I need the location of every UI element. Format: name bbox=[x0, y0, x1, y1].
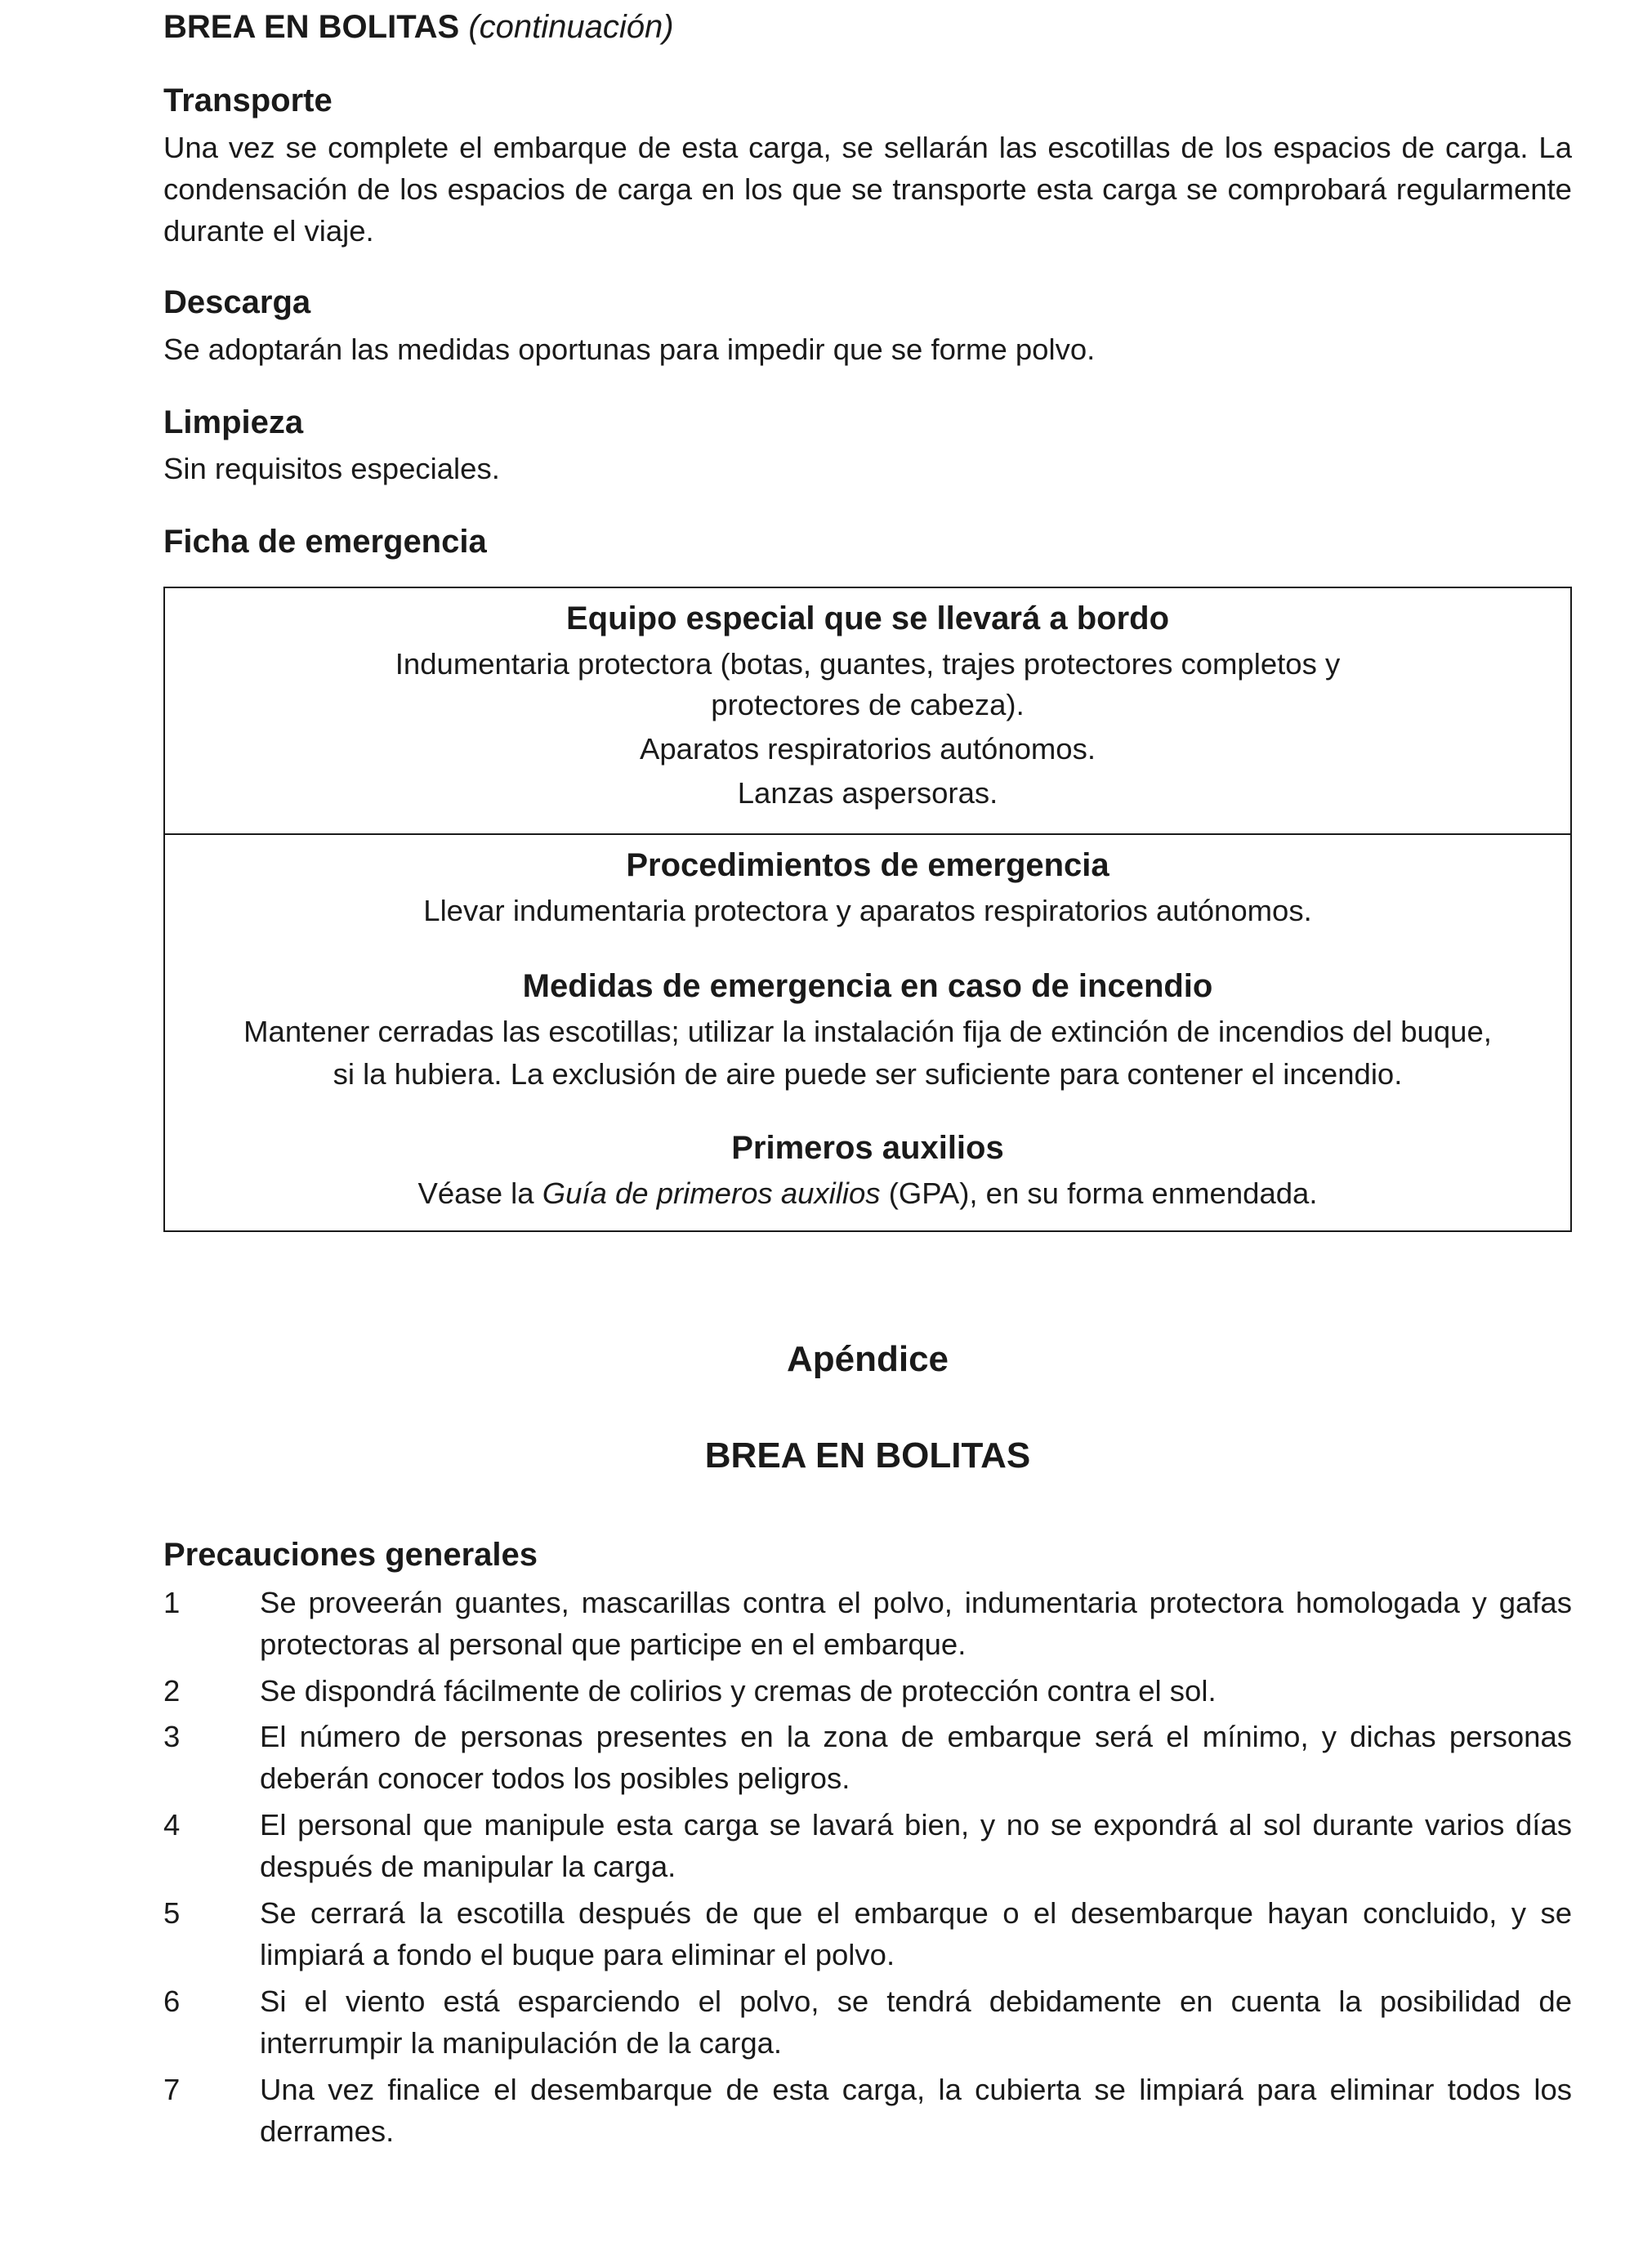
section-heading-precauciones: Precauciones generales bbox=[163, 1537, 538, 1573]
list-item-number: 4 bbox=[163, 1808, 181, 1842]
box-text-equipo-4: Lanzas aspersoras. bbox=[737, 776, 998, 810]
box-heading-equipo: Equipo especial que se llevará a bordo bbox=[565, 600, 1170, 636]
section-text-descarga: Se adoptarán las medidas oportunas para impedir que se forme polvo. bbox=[163, 333, 1096, 366]
section-heading-ficha-emergencia: Ficha de emergencia bbox=[163, 524, 487, 560]
box-text-equipo-3: Aparatos respiratorios autónomos. bbox=[640, 732, 1096, 766]
list-item-number: 6 bbox=[163, 1984, 181, 2018]
section-heading-limpieza: Limpieza bbox=[163, 404, 304, 440]
box-divider bbox=[165, 833, 1570, 835]
list-item-text: Se dispondrá fácilmente de colirios y cremas de protección contra el sol. bbox=[260, 1674, 1217, 1708]
section-text-transporte: Una vez se complete el embarque de esta carga, se sellarán las escotillas de los espacios de carga. La condensación de los espacios de carga en los que se transporte esta carga se comprobará regularmente durante el viaje. bbox=[163, 131, 1572, 248]
page-title bbox=[163, 7, 674, 47]
auxilios-text-guide-title: Guía de primeros auxilios bbox=[542, 1176, 881, 1210]
list-item-number: 2 bbox=[163, 1674, 181, 1708]
list-item-text: Se cerrará la escotilla después de que el embarque o el desembarque hayan concluido, y se limpiará a fondo el buque para eliminar el polvo. bbox=[260, 1896, 1572, 1971]
page-title-continuation: (continuación) bbox=[468, 9, 674, 45]
box-text-equipo-1: Indumentaria protectora (botas, guantes, trajes protectores completos y bbox=[395, 647, 1341, 681]
appendix-title: Apéndice bbox=[786, 1339, 949, 1379]
appendix-subtitle: BREA EN BOLITAS bbox=[704, 1435, 1031, 1476]
list-item-text: Una vez finalice el desembarque de esta carga, la cubierta se limpiará para eliminar todos los derrames. bbox=[260, 2073, 1572, 2148]
auxilios-text-pre: Véase la bbox=[417, 1176, 542, 1210]
section-heading-descarga: Descarga bbox=[163, 284, 311, 320]
list-item-text: El número de personas presentes en la zona de embarque será el mínimo, y dichas personas deberán conocer todos los posibles peligros. bbox=[260, 1720, 1572, 1795]
box-text-incendio-2: si la hubiera. La exclusión de aire puede ser suficiente para contener el incendio. bbox=[333, 1057, 1403, 1091]
list-item-number: 1 bbox=[163, 1586, 181, 1619]
list-item-text: Se proveerán guantes, mascarillas contra el polvo, indumentaria protectora homologada y gafas protectoras al personal que participe en el embarque. bbox=[260, 1586, 1572, 1661]
auxilios-text-post: (GPA), en su forma enmendada. bbox=[880, 1176, 1318, 1210]
section-text-limpieza: Sin requisitos especiales. bbox=[163, 452, 500, 485]
list-item-number: 5 bbox=[163, 1896, 181, 1930]
list-item-number: 3 bbox=[163, 1720, 181, 1753]
page-title-main: BREA EN BOLITAS bbox=[163, 9, 460, 45]
box-text-auxilios bbox=[165, 1173, 1570, 1214]
section-heading-transporte: Transporte bbox=[163, 83, 333, 118]
box-heading-procedimientos: Procedimientos de emergencia bbox=[626, 847, 1109, 883]
box-text-incendio-1: Mantener cerradas las escotillas; utilizar la instalación fija de extinción de incendios del buque, bbox=[243, 1015, 1492, 1048]
list-item-number: 7 bbox=[163, 2073, 181, 2106]
list-item-text: El personal que manipule esta carga se lavará bien, y no se expondrá al sol durante varios días después de manipular la carga. bbox=[260, 1808, 1572, 1883]
box-text-equipo-2: protectores de cabeza). bbox=[711, 688, 1025, 721]
box-heading-incendio: Medidas de emergencia en caso de incendio bbox=[522, 968, 1213, 1004]
box-heading-auxilios: Primeros auxilios bbox=[731, 1130, 1004, 1166]
box-text-procedimientos-1: Llevar indumentaria protectora y aparatos respiratorios autónomos. bbox=[423, 894, 1312, 927]
list-item-text: Si el viento está esparciendo el polvo, se tendrá debidamente en cuenta la posibilidad de interrumpir la manipulación de la carga. bbox=[260, 1984, 1572, 2060]
emergency-schedule-box bbox=[163, 587, 1572, 1232]
